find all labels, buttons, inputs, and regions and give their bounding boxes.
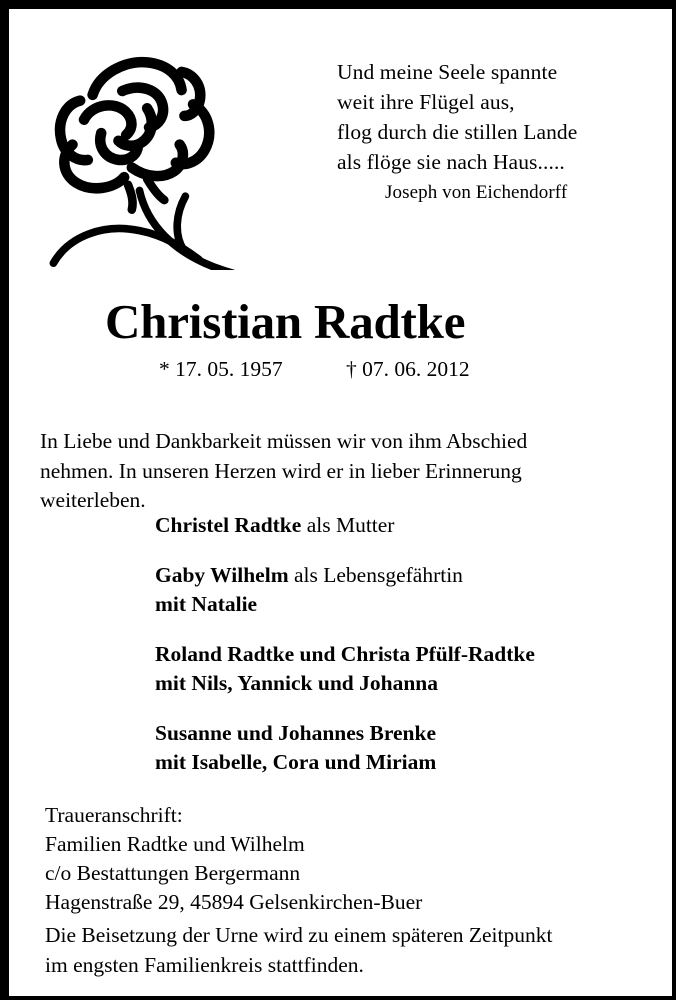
life-dates <box>9 355 672 383</box>
closing-line: im engsten Familienkreis stattfinden. <box>45 952 364 977</box>
mourner-name-line <box>155 719 635 748</box>
mourner-role: als Mutter <box>301 513 395 537</box>
message-line: In Liebe und Dankbarkeit müssen wir von ihm Abschied <box>40 429 528 453</box>
mourner-name: Christel Radtke <box>155 513 302 537</box>
mourner-name: Roland Radtke und Christa Pfülf-Radtke <box>155 642 535 666</box>
birth-date: * 17. 05. 1957 <box>159 357 283 381</box>
notice-header-area <box>9 9 672 271</box>
condolence-address <box>45 801 620 917</box>
mourner-name: Susanne und Johannes Brenke <box>155 721 437 745</box>
mourners-list <box>155 511 635 777</box>
address-label: Traueranschrift: <box>45 803 183 827</box>
poem-line: als flöge sie nach Haus..... <box>337 150 565 174</box>
page-title: Christian Radtke <box>105 294 466 349</box>
mourner-entry <box>155 561 635 619</box>
mourner-role: als Lebensgefährtin <box>288 563 463 587</box>
mourner-entry <box>155 640 635 698</box>
memorial-message <box>40 427 615 516</box>
mourner-name-line <box>155 561 635 590</box>
address-line: c/o Bestattungen Bergermann <box>45 861 301 885</box>
poem-line: weit ihre Flügel aus, <box>337 90 515 114</box>
poem-block <box>337 57 657 206</box>
mourner-children: mit Natalie <box>155 592 258 616</box>
mourner-entry <box>155 511 635 540</box>
address-line: Familien Radtke und Wilhelm <box>45 832 305 856</box>
mourner-name-line <box>155 640 635 669</box>
deceased-block <box>9 293 672 383</box>
poem-line: flog durch die stillen Lande <box>337 120 578 144</box>
message-line: weiterleben. <box>40 488 146 512</box>
address-line: Hagenstraße 29, 45894 Gelsenkirchen-Buer <box>45 890 423 914</box>
poem-line: Und meine Seele spannte <box>337 60 558 84</box>
mourner-children: mit Isabelle, Cora und Miriam <box>155 750 437 774</box>
funeral-info <box>45 921 630 980</box>
mourner-entry <box>155 719 635 777</box>
mourner-children: mit Nils, Yannick und Johanna <box>155 671 438 695</box>
message-line: nehmen. In unseren Herzen wird er in lieber Erinnerung <box>40 458 522 483</box>
death-date: † 07. 06. 2012 <box>346 357 470 381</box>
closing-line: Die Beisetzung der Urne wird zu einem späteren Zeitpunkt <box>45 923 553 947</box>
rose-icon <box>40 45 260 270</box>
mourner-name-line <box>155 511 635 540</box>
poem-author: Joseph von Eichendorff <box>385 182 568 203</box>
mourner-name: Gaby Wilhelm <box>155 563 289 587</box>
